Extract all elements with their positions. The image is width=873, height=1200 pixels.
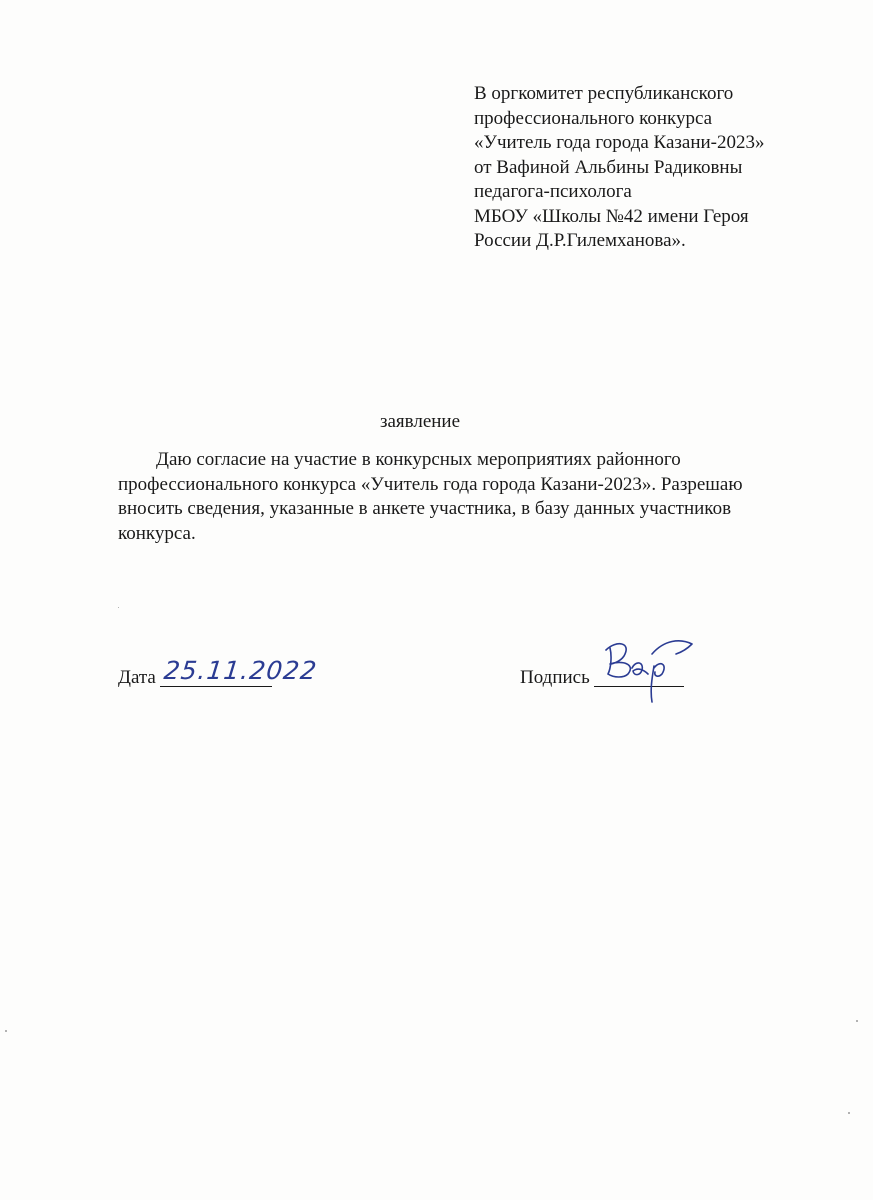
date-label: Дата <box>118 667 156 688</box>
scan-speck <box>5 1030 7 1032</box>
addressee-line: «Учитель года города Казани-2023» <box>474 132 765 153</box>
scan-speck <box>848 1112 850 1114</box>
scan-speck <box>856 1020 858 1022</box>
addressee-line: МБОУ «Школы №42 имени Героя <box>474 205 749 227</box>
addressee-line: России Д.Р.Гилемханова». <box>474 230 686 251</box>
handwritten-date: 25.11.2022 <box>162 656 319 685</box>
statement-line: вносить сведения, указанные в анкете участника, в базу данных участников <box>118 498 732 519</box>
addressee-line: от Вафиной Альбины Радиковны <box>474 156 743 178</box>
statement-line: профессионального конкурса «Учитель года города Казани-2023». Разрешаю <box>118 473 743 495</box>
addressee-line: профессионального конкурса <box>474 107 713 129</box>
addressee-line: В оргкомитет республиканского <box>474 83 734 104</box>
scan-speck <box>118 607 119 608</box>
statement-body <box>118 448 790 546</box>
statement-line: Даю согласие на участие в конкурсных мероприятиях районного <box>156 449 681 470</box>
statement-line: конкурса. <box>118 522 196 544</box>
signature-label: Подпись <box>520 667 590 688</box>
addressee-block <box>474 82 854 254</box>
handwritten-signature <box>602 634 702 704</box>
document-title: заявление <box>379 411 461 432</box>
addressee-line: педагога-психолога <box>474 181 632 202</box>
date-underline <box>160 686 272 687</box>
